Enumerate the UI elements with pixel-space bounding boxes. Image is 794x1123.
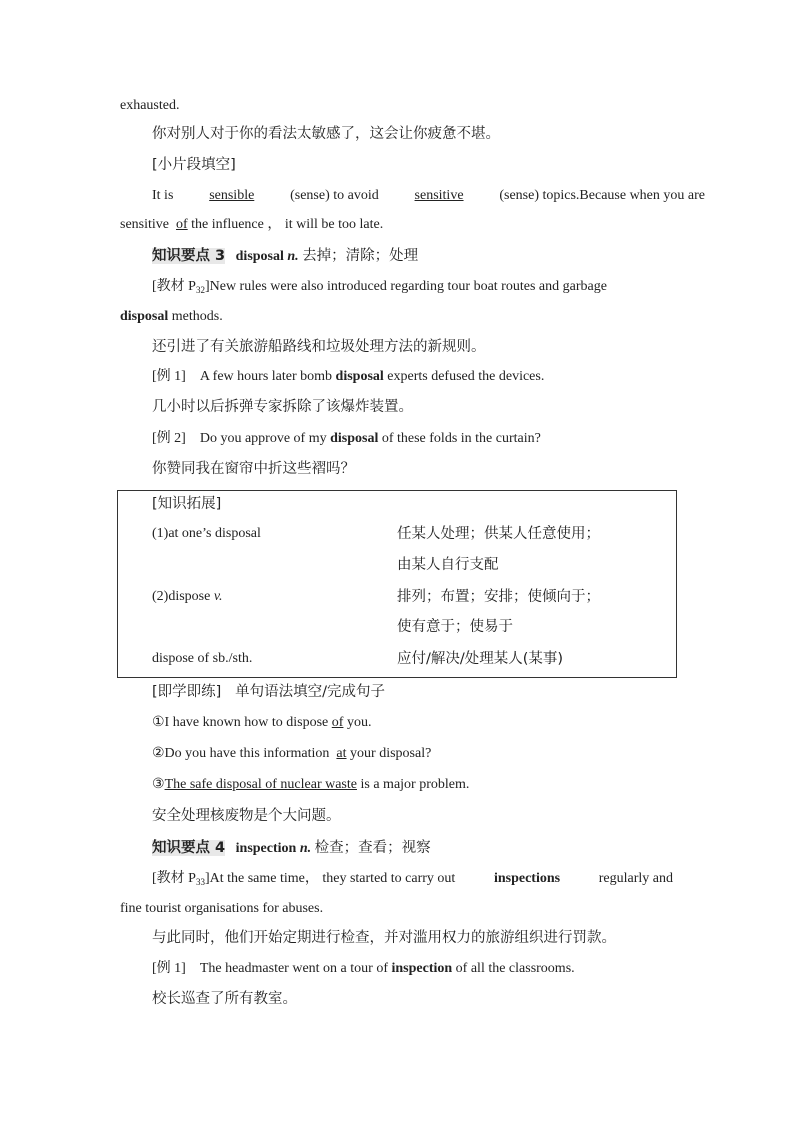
text: experts defused the devices.: [387, 369, 545, 384]
practice-question: [152, 775, 469, 795]
chinese-translation: 校长巡查了所有教室。: [152, 991, 297, 1007]
section-label: [小片段填空]: [152, 157, 236, 173]
phrase-meaning: 排列；布置；安排；使倾向于；: [397, 589, 600, 605]
answer: The safe disposal of nuclear waste: [164, 777, 357, 792]
text: [教材 P: [152, 279, 196, 294]
fill-sentence-line: [152, 186, 705, 206]
text: (2)dispose: [152, 589, 211, 604]
text: you.: [346, 715, 372, 730]
text: The headmaster went on a tour of: [199, 961, 388, 976]
text: ]New rules were also introduced regarding tour boat routes and garbage: [204, 279, 607, 294]
practice-instructions: 单句语法填空/完成句子: [235, 684, 386, 700]
text: [教材 P: [152, 871, 196, 886]
chinese-translation: 安全处理核废物是个大问题。: [152, 808, 341, 824]
text: ]At the same time， they started to carry out: [204, 871, 456, 886]
knowledge-point-heading: [152, 246, 418, 267]
keyword: inspection: [235, 841, 297, 856]
textbook-quote: [152, 277, 673, 300]
text: ①I have known how to dispose: [152, 715, 329, 730]
answer: sensitive: [414, 188, 464, 203]
keyword: inspections: [493, 871, 561, 886]
meaning: 检查；查看；视察: [314, 840, 431, 856]
chinese-translation: 与此同时，他们开始定期进行检查，并对滥用权力的旅游组织进行罚款。: [152, 930, 616, 946]
part-of-speech: n.: [299, 841, 312, 856]
fill-sentence-line: [120, 215, 383, 235]
answer: at: [336, 746, 347, 761]
practice-question: [152, 713, 371, 733]
text: is a major problem.: [360, 777, 470, 792]
text: (sense) topics.Because when you are: [499, 188, 705, 203]
example-sentence: [152, 959, 575, 979]
text: A few hours later bomb: [199, 369, 333, 384]
answer: sensible: [209, 188, 255, 203]
phrase-meaning: 应付/解决/处理某人(某事): [397, 651, 564, 667]
phrase: [152, 587, 223, 607]
practice-label: [即学即练]: [152, 684, 222, 700]
practice-question: [152, 744, 431, 764]
textbook-quote-cont: fine tourist organisations for abuses.: [120, 901, 324, 916]
text: regularly and: [598, 871, 673, 886]
textbook-quote-cont: [120, 307, 223, 327]
keyword: disposal: [235, 249, 284, 264]
text: sensitive: [120, 217, 169, 232]
textbook-quote: [152, 869, 673, 892]
text: ③: [152, 777, 165, 792]
text: methods.: [171, 309, 223, 324]
keyword: inspection: [391, 961, 453, 976]
part-of-speech: n.: [287, 249, 299, 264]
example-sentence: [152, 429, 541, 449]
answer: of: [331, 715, 344, 730]
chinese-translation: 还引进了有关旅游船路线和垃圾处理方法的新规则。: [152, 339, 486, 355]
knowledge-point-tag: 知识要点 4: [152, 840, 226, 856]
phrase: dispose of sb./sth.: [152, 651, 253, 666]
phrase-meaning: 使有意于；使易于: [397, 619, 513, 635]
example-sentence: [152, 367, 544, 387]
page-subscript: 33: [195, 877, 205, 887]
keyword: disposal: [330, 431, 379, 446]
chinese-translation: 你赞同我在窗帘中折这些褶吗？: [152, 461, 355, 477]
text: of these folds in the curtain?: [381, 431, 541, 446]
text: It is: [152, 188, 174, 203]
text: Do you approve of my: [199, 431, 327, 446]
text: ②Do you have this information: [152, 746, 330, 761]
chinese-translation: 几小时以后拆弹专家拆除了该爆炸装置。: [152, 399, 413, 415]
text: the influence ， it will be too late.: [191, 217, 384, 232]
text: (sense) to avoid: [290, 188, 379, 203]
phrase-meaning: 由某人自行支配: [397, 557, 499, 573]
chinese-translation: 你对别人对于你的看法太敏感了，这会让你疲惫不堪。: [152, 126, 500, 142]
part-of-speech: v.: [213, 589, 223, 604]
knowledge-point-tag: 知识要点 3: [152, 248, 226, 264]
phrase-meaning: 任某人处理；供某人任意使用；: [397, 526, 600, 542]
keyword: disposal: [335, 369, 384, 384]
example-label: [例 1]: [152, 961, 186, 976]
practice-heading: [152, 682, 385, 702]
box-title: [知识拓展]: [152, 496, 222, 512]
phrase: (1)at one’s disposal: [152, 526, 261, 541]
meaning: 去掉；清除；处理: [302, 248, 419, 264]
page-subscript: 32: [195, 285, 205, 295]
keyword: disposal: [120, 309, 169, 324]
text: of all the classrooms.: [455, 961, 575, 976]
example-label: [例 1]: [152, 369, 186, 384]
text: your disposal?: [350, 746, 432, 761]
knowledge-point-heading: [152, 838, 431, 859]
text-line: exhausted.: [120, 98, 180, 113]
answer: of: [176, 217, 188, 232]
example-label: [例 2]: [152, 431, 186, 446]
